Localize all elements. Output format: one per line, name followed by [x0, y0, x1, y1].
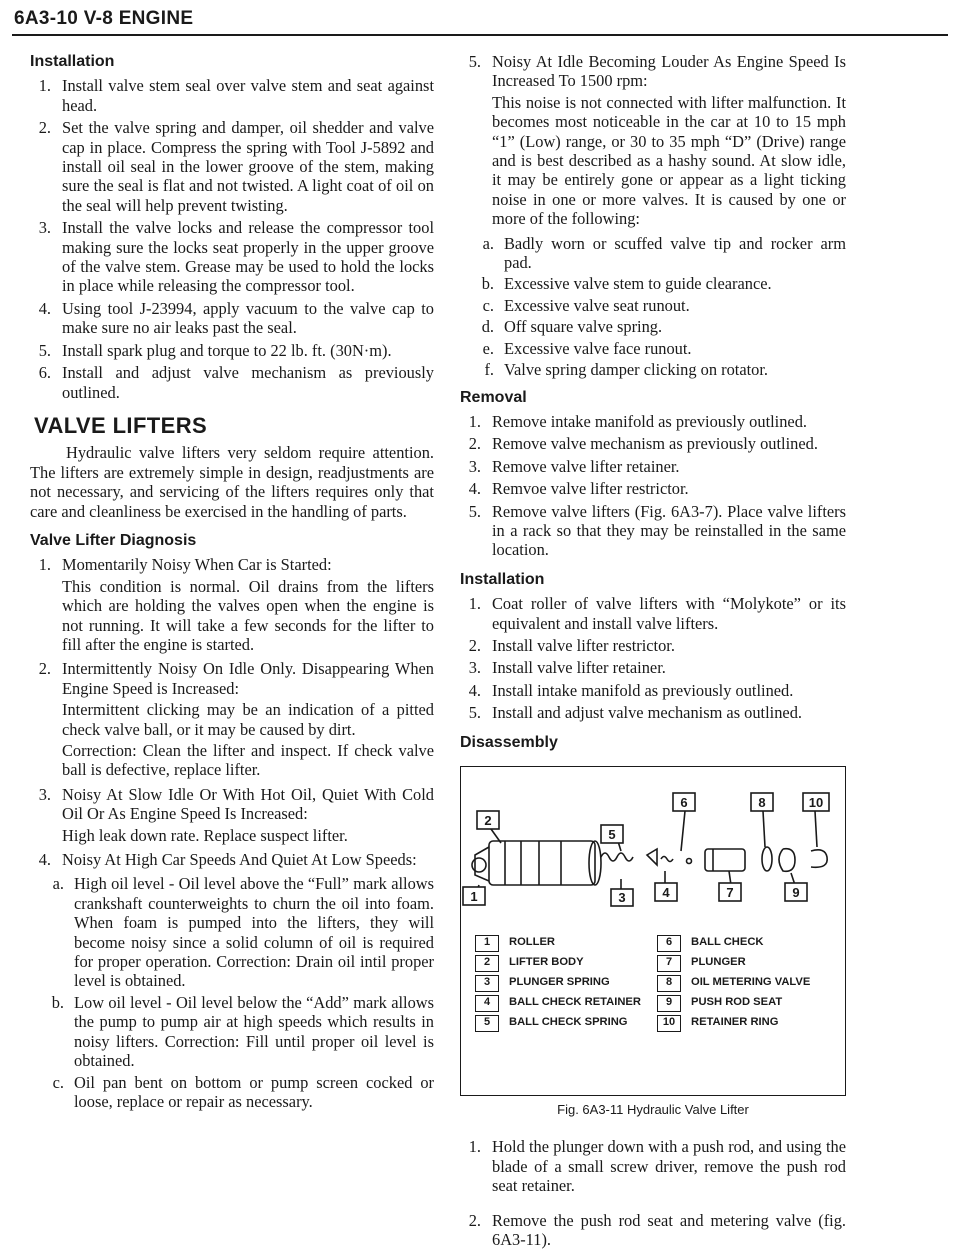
- installation-heading: Installation: [30, 53, 115, 70]
- diagnosis-title: Noisy At Slow Idle Or With Hot Oil, Quiet With Cold Oil Or As Engine Speed Is Increased:: [62, 784, 434, 824]
- removal-step: 5. Remove valve lifters (Fig. 6A3-7). Place valve lifters in a rack so that they may be reinstalled in the same location.: [468, 501, 846, 560]
- spacer: [460, 1199, 846, 1211]
- roller-shape: [472, 858, 486, 872]
- disassembly-heading: Disassembly: [460, 733, 558, 751]
- diagnosis-subitem: a. High oil level - Oil level above the “Full” mark allows crankshaft counterweights to churn the oil into foam. When foam is pumped into the lifters, they will become noisy since a solid column of oil is required for proper operation. Correction: Drain oil intil proper level is obtained.: [52, 874, 434, 991]
- callout-label: 6: [680, 795, 688, 810]
- legend-row: 5 BALL CHECK SPRING: [475, 1013, 641, 1033]
- callout-box: [655, 883, 677, 901]
- diagnosis-body: This condition is normal. Oil drains from the lifters which are holding the valves open when the engine is not running. It will take a few seconds for the lifter to fill after the engine is started.: [62, 576, 434, 654]
- diagnosis-heading: Valve Lifter Diagnosis: [30, 531, 197, 549]
- callout-box: [673, 793, 695, 811]
- diagnosis-subitem: f. Valve spring damper clicking on rotator.: [484, 360, 769, 380]
- plunger-shape: [705, 849, 745, 871]
- diagnosis-subitem: b. Low oil level - Oil level below the “Add” mark allows the pump to pump air at high speeds which results in noisy lifters. Correction: Fill until proper oil level is obtained.: [51, 992, 434, 1071]
- install-step: 4. Install intake manifold as previously outlined.: [468, 680, 794, 700]
- diagnosis-title: Momentarily Noisy When Car is Started:: [62, 555, 332, 575]
- ball-check-shape: [687, 859, 692, 864]
- exploded-lifter-drawing: [461, 767, 844, 907]
- figure-caption: Fig. 6A3-11 Hydraulic Valve Lifter: [557, 1102, 749, 1117]
- install-step: 4. Using tool J-23994, apply vacuum to the valve cap to make sure no air leaks past the seal.: [38, 298, 434, 338]
- diagnosis-body: This noise is not connected with lifter malfunction. It becomes most noticeable in the car at 10 to 15 mph “1” (Low) range, or 30 to 35 mph “D” (Drive) range and is best described as a hashy sound. At slow idle, it may be entirely gone or appear as a light ticking noise in one or more valves. It is caused by one or more of the following:: [492, 92, 846, 229]
- install-step: 2. Set the valve spring and damper, oil shedder and valve cap in place. Compress the spring with Tool J-5892 and install oil seal in the lower groove of the stem, making sure the seal is flat and not twisted. A light coat of oil on the seal will help prevent twisting.: [38, 118, 434, 215]
- diagnosis-correction: Correction: Clean the lifter and inspect. If check valve ball is defective, replace lifter.: [62, 741, 434, 780]
- diagnosis-title: Noisy At High Car Speeds And Quiet At Low Speeds:: [62, 850, 417, 870]
- callout-label: 4: [662, 885, 670, 900]
- plunger-spring-shape: [601, 853, 633, 861]
- install-step: 3. Install valve lifter retainer.: [468, 658, 666, 678]
- page-header: 6A3-10 V-8 ENGINE: [14, 8, 194, 29]
- callout-box: [463, 887, 485, 905]
- diagnosis-item: 5. Noisy At Idle Becoming Louder As Engine Speed Is Increased To 1500 rpm: This noise is not connected with lifter malfunction. It becomes most noticeable in the car at 10 to 15 mph “1” (Low) range, or 30 to 35 mph “D” (Drive) range and is best described as a hashy sound. At slow idle, it may be entirely gone or appear as a light ticking noise in one or more valves. It is caused by one or more of the following:: [468, 52, 846, 229]
- header-rule: [12, 34, 948, 36]
- callout-box: [611, 889, 633, 906]
- removal-step: 2. Remove valve mechanism as previously outlined.: [468, 434, 818, 454]
- legend-row: 6 BALL CHECK: [657, 933, 810, 953]
- metering-valve-shape: [762, 847, 772, 871]
- callout-box: [751, 793, 773, 811]
- legend-row: 10 RETAINER RING: [657, 1013, 810, 1033]
- hydraulic-valve-lifter-figure: [460, 766, 846, 1096]
- diagnosis-item: 1. Momentarily Noisy When Car is Started: This condition is normal. Oil drains from the lifters which are holding the valves open when the engine is not running. It will take a few seconds for the lifter to fill after the engine is started.: [38, 555, 434, 654]
- callout-label: 2: [484, 813, 492, 828]
- install-step: 5. Install spark plug and torque to 22 lb. ft. (30N·m).: [38, 340, 392, 360]
- valve-lifters-intro: Hydraulic valve lifters very seldom require attention. The lifters are extremely simple in design, readjustments are not necessary, and servicing of the lifters requires only that care and cleanliness be exercised in the handling of parts.: [30, 443, 434, 521]
- diagnosis-item: 2. Intermittently Noisy On Idle Only. Disappearing When Engine Speed is Increased: Intermittent clicking may be an indication of a pitted check valve ball, or it may be caused by dirt. Correction: Clean the lifter and inspect. If check valve ball is defective, replace lifter.: [38, 659, 434, 780]
- callout-box: [477, 811, 499, 829]
- diagnosis-subitem: c. Excessive valve seat runout.: [482, 295, 690, 315]
- callout-box: [601, 825, 623, 843]
- disassembly-step: 1. Hold the plunger down with a push rod, and using the blade of a small screw driver, remove the push rod seat retainer.: [468, 1137, 846, 1196]
- legend-row: 7 PLUNGER: [657, 953, 810, 973]
- retainer-ring-shape: [811, 850, 827, 867]
- diagnosis-body: High leak down rate. Replace suspect lifter.: [62, 825, 348, 845]
- diagnosis-item: 3. Noisy At Slow Idle Or With Hot Oil, Quiet With Cold Oil Or As Engine Speed Is Increased: High leak down rate. Replace suspect lifter.: [38, 784, 434, 845]
- diagnosis-subitem: a. Badly worn or scuffed valve tip and rocker arm pad.: [482, 233, 846, 273]
- callout-label: 9: [792, 885, 800, 900]
- install-step: 1. Coat roller of valve lifters with “Molykote” or its equivalent and install valve lifters.: [468, 594, 846, 633]
- legend-right: [657, 933, 810, 1033]
- legend-row: 1 ROLLER: [475, 933, 641, 953]
- diagnosis-title: Intermittently Noisy On Idle Only. Disappearing When Engine Speed is Increased:: [62, 659, 434, 698]
- legend-row: 3 PLUNGER SPRING: [475, 973, 641, 993]
- removal-step: 3. Remove valve lifter retainer.: [468, 456, 680, 476]
- callout-box: [803, 793, 829, 811]
- removal-heading: Removal: [460, 388, 527, 406]
- diagnosis-subitem: d. Off square valve spring.: [481, 317, 663, 337]
- install-step: 6. Install and adjust valve mechanism as previously outlined.: [38, 363, 434, 402]
- callout-label: 10: [808, 795, 824, 810]
- push-rod-seat-shape: [779, 849, 795, 872]
- install-step: 3. Install the valve locks and release the compressor tool making sure the locks seat properly in the upper groove of the valve stem. Grease may be used to hold the locks in place while releasing the compressor tool.: [38, 218, 434, 296]
- left-column: [30, 52, 434, 1113]
- diagnosis-body: Intermittent clicking may be an indication of a pitted check valve ball, or it may be caused by dirt.: [62, 700, 434, 739]
- diagnosis-subitem: b. Excessive valve stem to guide clearance.: [481, 274, 772, 294]
- legend-row: 9 PUSH ROD SEAT: [657, 993, 810, 1013]
- legend-row: 2 LIFTER BODY: [475, 953, 641, 973]
- installation-heading-right: Installation: [460, 570, 545, 588]
- diagnosis-subitem: c. Oil pan bent on bottom or pump screen cocked or loose, replace or repair as necessary.: [52, 1072, 434, 1111]
- legend-row: 4 BALL CHECK RETAINER: [475, 993, 641, 1013]
- callout-label: 5: [608, 827, 616, 842]
- legend-row: 8 OIL METERING VALVE: [657, 973, 810, 993]
- diagnosis-subitem: e. Excessive valve face runout.: [482, 338, 692, 358]
- callout-label: 8: [758, 795, 766, 810]
- callout-box: [719, 883, 741, 901]
- callout-label: 7: [726, 885, 734, 900]
- callout-label: 3: [618, 890, 626, 905]
- install-step: 5. Install and adjust valve mechanism as outlined.: [468, 703, 802, 723]
- diagnosis-item: 4. Noisy At High Car Speeds And Quiet At Low Speeds:: [30, 850, 434, 871]
- callout-label: 1: [470, 889, 478, 904]
- callout-box: [785, 883, 807, 901]
- legend-left: [475, 933, 641, 1033]
- install-step: 1. Install valve stem seal over valve stem and seat against head.: [38, 76, 434, 115]
- diagnosis-title: Noisy At Idle Becoming Louder As Engine Speed Is Increased To 1500 rpm:: [492, 52, 846, 91]
- valve-lifters-heading: VALVE LIFTERS: [34, 412, 208, 438]
- removal-step: 1. Remove intake manifold as previously outlined.: [468, 411, 807, 431]
- install-step: 2. Install valve lifter restrictor.: [468, 635, 675, 655]
- right-column: [460, 52, 846, 1252]
- removal-step: 4. Remvoe valve lifter restrictor.: [468, 479, 689, 499]
- disassembly-step: 2. Remove the push rod seat and metering valve (fig. 6A3-11).: [468, 1210, 846, 1250]
